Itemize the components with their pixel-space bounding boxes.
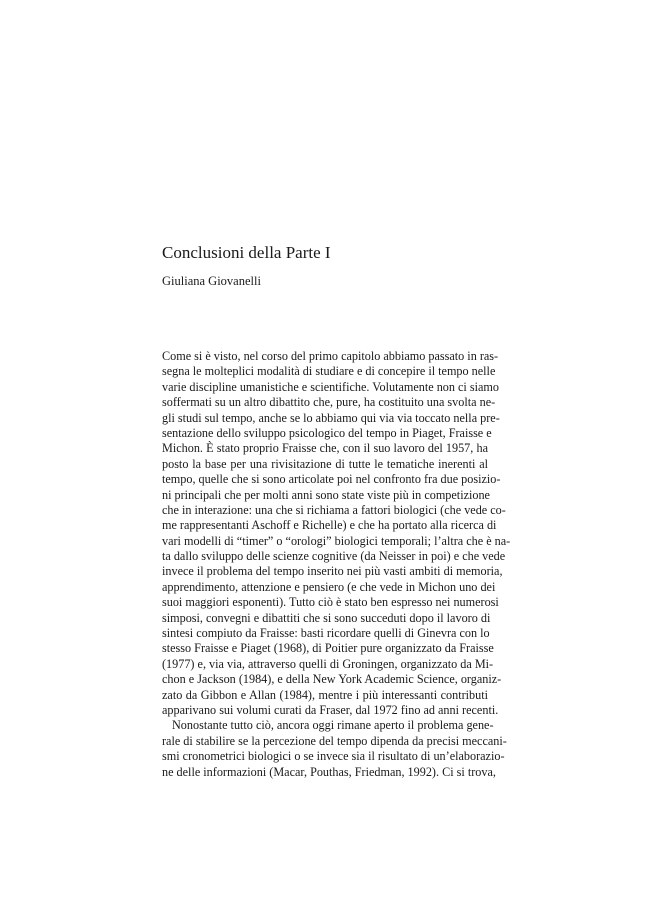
text-line: Come si è visto, nel corso del primo capitolo abbiamo passato in ras- xyxy=(162,349,499,363)
text-line: apparivano sui volumi curati da Fraser, dal 1972 fino ad anni recenti. xyxy=(162,702,499,717)
text-line: che in interazione: una che si richiama a fattori biologici (che vede co- xyxy=(162,502,506,517)
text-line: zato da Gibbon e Allan (1984), mentre i più interessanti contributi xyxy=(162,687,488,702)
text-line: ta dallo sviluppo delle scienze cognitive (da Neisser in poi) e che vede xyxy=(162,549,506,564)
author-name: Giuliana Giovanelli xyxy=(162,274,261,288)
text-line: stesso Fraisse e Piaget (1968), di Poitier pure organizzato da Fraisse xyxy=(162,641,494,656)
paragraph xyxy=(162,349,511,718)
text-line: vari modelli di “timer” o “orologi” biologici temporali; l’altra che è na- xyxy=(162,533,511,548)
text-line: apprendimento, attenzione e pensiero (e che vede in Michon uno dei xyxy=(162,579,496,594)
chapter-title: Conclusioni della Parte I xyxy=(162,243,331,262)
text-line: tempo, quelle che si sono articolate poi nel confronto fra due posizio- xyxy=(162,472,501,487)
text-line: sintesi compiuto da Fraisse: basti ricordare quelli di Ginevra con lo xyxy=(162,626,490,641)
text-line: invece il problema del tempo inserito nei più vasti ambiti di memoria, xyxy=(162,564,503,579)
body-text xyxy=(162,349,511,780)
text-line: segna le molteplici modalità di studiare e di concepire il tempo nelle xyxy=(162,364,496,379)
text-line: Nonostante tutto ciò, ancora oggi rimane aperto il problema gene- xyxy=(172,718,494,733)
text-line: ne delle informazioni (Macar, Pouthas, Friedman, 1992). Ci si trova, xyxy=(162,764,496,779)
text-line: (1977) e, via via, attraverso quelli di Groningen, organizzato da Mi- xyxy=(162,656,494,671)
text-line: sentazione dello sviluppo psicologico del tempo in Piaget, Fraisse e xyxy=(162,425,492,440)
text-line: Michon. È stato proprio Fraisse che, con il suo lavoro del 1957, ha xyxy=(162,441,488,456)
text-line: ni principali che per molti anni sono state viste più in competizione xyxy=(162,487,490,502)
text-line: me rappresentanti Aschoff e Richelle) e che ha portato alla ricerca di xyxy=(162,518,497,533)
paragraph xyxy=(162,718,507,780)
text-line: suoi maggiori esponenti). Tutto ciò è stato ben espresso nei numerosi xyxy=(162,595,499,610)
text-line: rale di stabilire se la percezione del tempo dipenda da precisi meccani- xyxy=(162,733,507,748)
text-line: varie discipline umanistiche e scientifiche. Volutamente non ci siamo xyxy=(162,379,499,394)
text-line: soffermati su un altro dibattito che, pure, ha costituito una svolta ne- xyxy=(162,395,496,410)
text-line: simposi, convegni e dibattiti che si sono succeduti dopo il lavoro di xyxy=(162,610,491,625)
text-line: smi cronometrici biologici o se invece sia il risultato di un’elaborazio- xyxy=(162,749,505,764)
text-line: gli studi sul tempo, anche se lo abbiamo qui via via toccato nella pre- xyxy=(162,410,500,425)
text-line: chon e Jackson (1984), e della New York Academic Science, organiz- xyxy=(162,672,502,687)
text-line: posto la base per una rivisitazione di tutte le tematiche inerenti al xyxy=(162,456,488,471)
